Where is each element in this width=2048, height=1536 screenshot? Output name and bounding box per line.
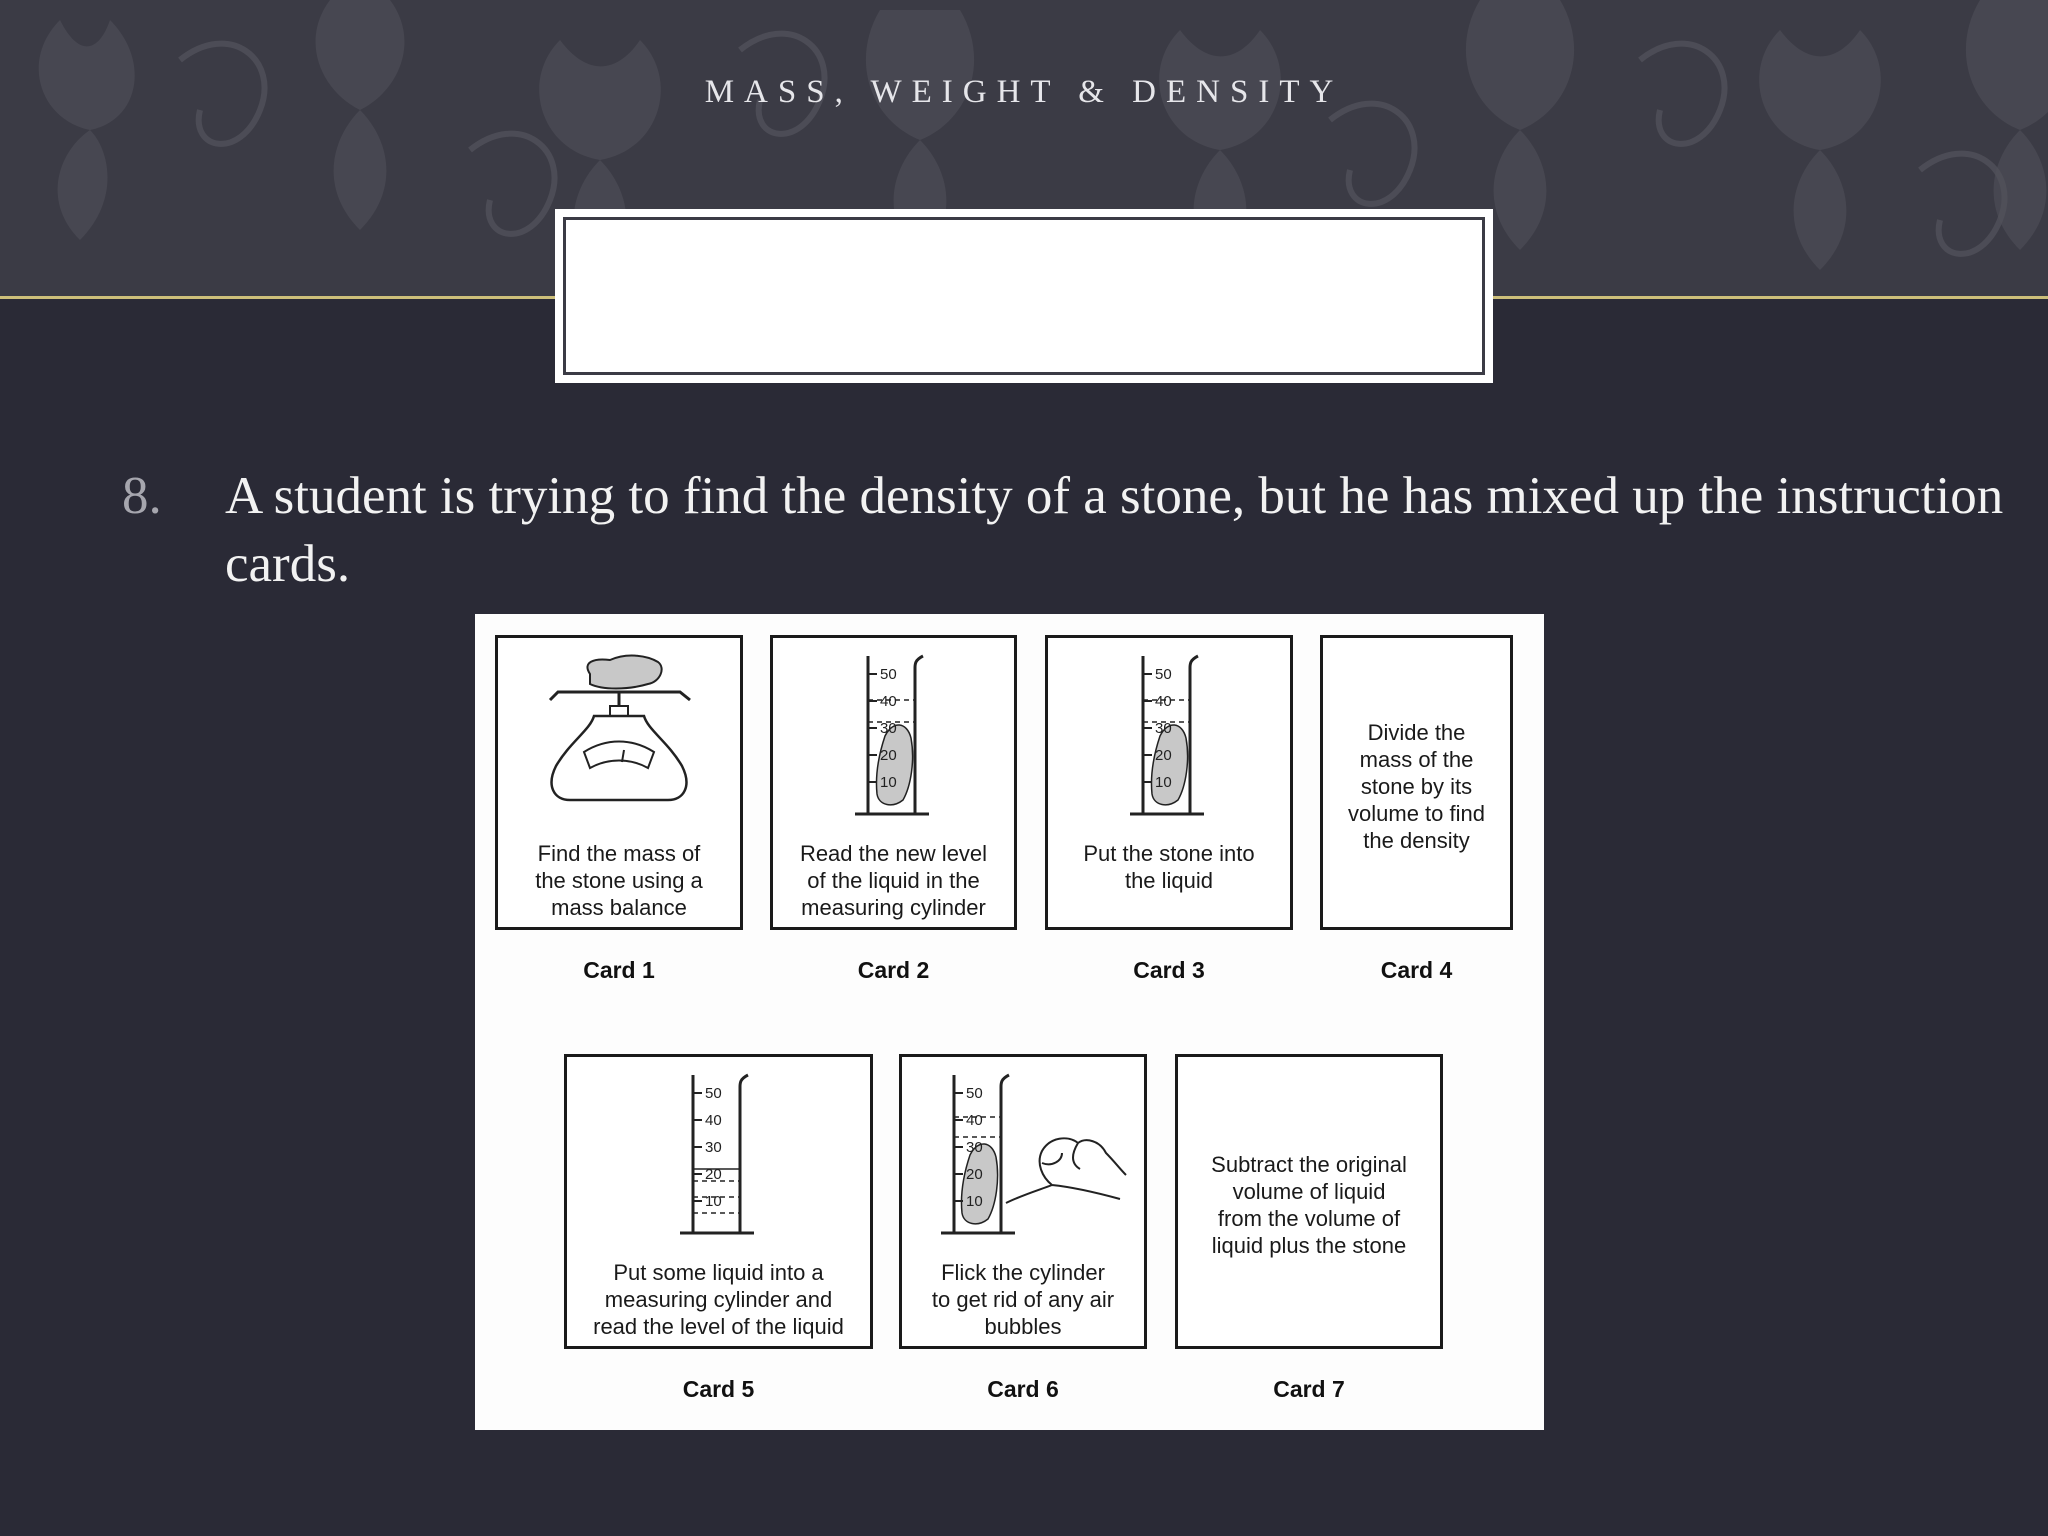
tick-label: 50 xyxy=(705,1085,722,1102)
tick-label: 10 xyxy=(966,1193,983,1210)
card-7-text: Subtract the original volume of liquid from the volume of liquid plus the stone xyxy=(1211,1152,1407,1258)
tick-label: 40 xyxy=(1155,693,1172,710)
card-5-label: Card 5 xyxy=(682,1376,755,1402)
cylinder-flick-hand-icon xyxy=(902,1057,1144,1237)
card-4-label: Card 4 xyxy=(1380,957,1453,983)
tick-label: 20 xyxy=(1155,747,1172,764)
tick-label: 30 xyxy=(966,1139,983,1156)
tick-label: 50 xyxy=(1155,666,1172,683)
card-6-label: Card 6 xyxy=(987,1376,1059,1402)
instruction-cards-figure xyxy=(475,614,1544,1430)
tick-label: 50 xyxy=(880,666,897,683)
card-7 xyxy=(1175,1054,1443,1349)
card-2-text: Read the new level of the liquid in the measuring cylinder xyxy=(799,841,988,920)
tick-label: 30 xyxy=(1155,720,1172,737)
card-6-text: Flick the cylinder to get rid of any air bubbles xyxy=(931,1260,1115,1339)
title-placeholder-box xyxy=(555,209,1493,383)
mass-balance-icon xyxy=(498,638,740,808)
card-1-text: Find the mass of the stone using a mass balance xyxy=(535,841,703,920)
tick-label: 10 xyxy=(880,774,897,791)
measuring-cylinder-stone-icon xyxy=(773,638,1014,818)
card-4-text: Divide the mass of the stone by its volume to find the density xyxy=(1348,720,1485,853)
slide-title: MASS, WEIGHT & DENSITY xyxy=(704,74,1344,110)
card-4 xyxy=(1320,635,1513,930)
card-2 xyxy=(770,635,1017,930)
tick-label: 30 xyxy=(880,720,897,737)
tick-label: 20 xyxy=(966,1166,983,1183)
title-box-frame xyxy=(563,217,1485,375)
card-2-label: Card 2 xyxy=(857,957,930,983)
tick-label: 10 xyxy=(705,1193,722,1210)
measuring-cylinder-stone-icon xyxy=(1048,638,1290,818)
tick-label: 30 xyxy=(705,1139,722,1156)
card-5-text: Put some liquid into a measuring cylinder and read the level of the liquid xyxy=(593,1260,844,1339)
card-3 xyxy=(1045,635,1293,930)
tick-label: 40 xyxy=(880,693,897,710)
question-text: A student is trying to find the density of a stone, but he has mixed up the instruction cards. xyxy=(225,467,2004,593)
card-6 xyxy=(899,1054,1147,1349)
tick-label: 40 xyxy=(705,1112,722,1129)
card-5 xyxy=(564,1054,873,1349)
tick-label: 50 xyxy=(966,1085,983,1102)
card-3-label: Card 3 xyxy=(1133,957,1205,983)
tick-label: 20 xyxy=(880,747,897,764)
tick-label: 10 xyxy=(1155,774,1172,791)
card-1-label: Card 1 xyxy=(583,957,655,983)
question-number: 8. xyxy=(122,467,162,525)
card-1 xyxy=(495,635,743,930)
measuring-cylinder-liquid-icon xyxy=(567,1057,870,1237)
tick-label: 20 xyxy=(705,1166,722,1183)
card-7-label: Card 7 xyxy=(1273,1376,1345,1402)
card-3-text: Put the stone into the liquid xyxy=(1083,841,1255,893)
tick-label: 40 xyxy=(966,1112,983,1129)
